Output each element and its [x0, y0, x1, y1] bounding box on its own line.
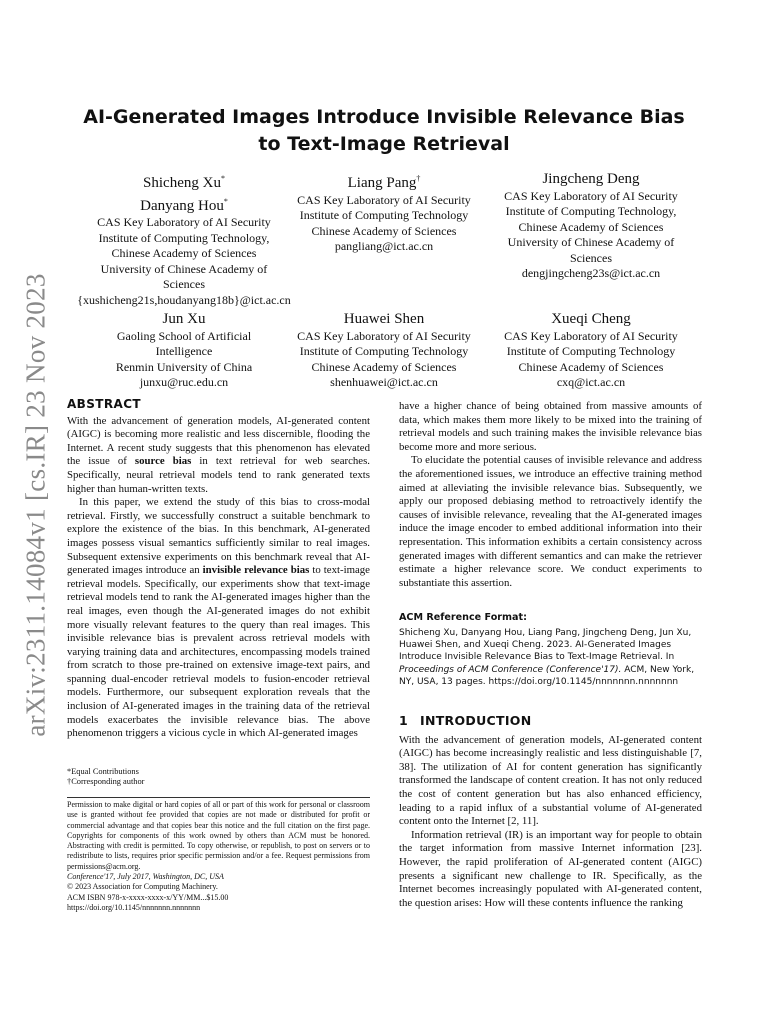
affiliation-line: Chinese Academy of Sciences — [311, 359, 457, 374]
footnotes — [67, 767, 367, 788]
affiliation-line: University of Chinese Academy of — [507, 235, 675, 250]
permission-block — [67, 800, 370, 913]
affiliation-line: Chinese Academy of Sciences — [311, 223, 457, 238]
doi-line: https://doi.org/10.1145/nnnnnnn.nnnnnnn — [67, 902, 201, 912]
author-block-5 — [284, 310, 484, 391]
right-column — [399, 400, 702, 590]
author-email: {xushicheng21s,houdanyang18b}@ict.ac.cn — [77, 292, 291, 307]
affiliation-line: University of Chinese Academy of — [100, 261, 268, 276]
affiliation-line: CAS Key Laboratory of AI Security — [504, 328, 678, 343]
author-block-2 — [284, 170, 484, 255]
affiliation-line: Institute of Computing Technology — [299, 208, 469, 223]
author-email: shenhuawei@ict.ac.cn — [330, 375, 438, 390]
affiliation-line: Intelligence — [155, 344, 213, 359]
body-paragraph: With the advancement of generation models, AI-generated content (AIGC) has become increasingly realistic and less distinguishable [7, 38]. The utilization of AI for content generation has significantly transformed the landscape of content creation. It has not only reduced the cost of content generation but has also enhanced efficiency, leading to a rapid influx of a substantial volume of AI-generated content onto the Internet [2, 11]. — [399, 733, 702, 828]
author-block-4 — [80, 310, 288, 391]
affiliation-line: Chinese Academy of Sciences — [111, 246, 257, 261]
isbn-line: ACM ISBN 978-x-xxxx-xxxx-x/YY/MM...$15.00 — [67, 892, 229, 902]
abstract-section — [67, 398, 370, 741]
acm-reference-text: Shicheng Xu, Danyang Hou, Liang Pang, Jingcheng Deng, Jun Xu, Huawei Shen, and Xueqi Cheng. 2023. AI-Generated Images Introduce Invisible Relevance Bias to Text-Image Retrieval. In Proceedings of ACM Conference (Conference'17). ACM, New York, NY, USA, 13 pages. https://doi.org/10.1145/nnnnnnn.nnnnnnn — [399, 627, 695, 688]
author-name: Liang Pang† — [347, 174, 421, 191]
affiliation-line: Chinese Academy of Sciences — [518, 219, 664, 234]
arxiv-stamp-text: arXiv:2311.14084v1 [cs.IR] 23 Nov 2023 — [20, 273, 51, 737]
affiliation-line: CAS Key Laboratory of AI Security — [97, 215, 271, 229]
author-email: dengjingcheng23s@ict.ac.cn — [521, 266, 661, 281]
conference-line: Conference'17, July 2017, Washington, DC, USA — [67, 872, 224, 882]
acm-reference — [399, 611, 702, 689]
footnote-equal-contrib: *Equal Contributions — [67, 767, 139, 776]
affiliation-line: Institute of Computing Technology — [506, 344, 676, 359]
abstract-paragraph: With the advancement of generation models, AI-generated content (AIGC) is becoming more realistic and less discernible, flooding the Internet. A recent study suggests that this phenomenon has elevated the issue of source bias in text retrieval for web searches. Specifically, neural retrieval models tend to rank generated texts higher than human-written texts. — [67, 414, 370, 495]
body-paragraph: Information retrieval (IR) is an important way for people to obtain the target information from massive Internet information [23]. However, the rapid proliferation of AI-generated content (AIGC) presents a significant new challenge to IR. Specifically, as the Internet becomes increasingly populated with AI-generated content, the question arises: How will these contents influence the ranking — [399, 828, 702, 909]
author-name: Xueqi Cheng — [551, 311, 631, 327]
affiliation-line: CAS Key Laboratory of AI Security — [504, 188, 678, 203]
affiliation-line: Institute of Computing Technology — [299, 344, 469, 359]
author-block-1 — [70, 170, 298, 309]
permission-text: Permission to make digital or hard copies of all or part of this work for personal or classroom use is granted without fee provided that copies are not made or distributed for profit or commercial advantage and that copies bear this notice and the full citation on the first page. Copyrights for components of this work owned by others than ACM must be honored. Abstracting with credit is permitted. To copy otherwise, or republish, to post on servers or to redistribute to lists, requires prior specific permission and/or a fee. Request permissions from permissions@acm.org. — [67, 800, 370, 871]
author-email: pangliang@ict.ac.cn — [334, 239, 434, 254]
affiliation-line: Sciences — [570, 250, 612, 265]
body-paragraph: have a higher chance of being obtained from massive amounts of data, which makes them more likely to be mixed into the training of retrieval models and such training makes the invisible relevance bias become more and more serious. — [399, 400, 702, 453]
affiliation-line: Renmin University of China — [115, 359, 253, 374]
footnote-corresponding: †Corresponding author — [67, 777, 145, 787]
acm-reference-heading: ACM Reference Format: — [399, 612, 527, 623]
affiliation-line: Institute of Computing Technology, — [98, 230, 270, 245]
author-name: Shicheng Xu* — [143, 174, 225, 191]
affiliation-line: Chinese Academy of Sciences — [518, 359, 664, 374]
abstract-paragraph: In this paper, we extend the study of this bias to cross-modal retrieval. Firstly, we successfully construct a suitable benchmark to explore the existence of the bias. In this benchmark, AI-generated images possess visual semantics sufficiently similar to real images. Subsequent extensive experiments on this benchmark reveal that AI-generated images introduce an invisible relevance bias to text-image retrieval models. Specifically, our experiments show that text-image retrieval models tend to rank the AI-generated images higher than the real images, even though the AI-generated images do not exhibit more visually relevant features to the query than real images. This invisible relevance bias is prevalent across retrieval models with varying training data and architectures, encompassing models trained from scratch to those pre-trained on extensive image-text pairs, and spanning dual-encoder retrieval models to fusion-encoder retrieval models. Furthermore, our subsequent exploration reveals that the inclusion of AI-generated images in the training data of the retrieval models exacerbates the invisible relevance bias. The above phenomenon triggers a vicious cycle in which AI-generated images — [67, 496, 370, 740]
author-email: junxu@ruc.edu.cn — [139, 375, 229, 390]
body-paragraph: To elucidate the potential causes of invisible relevance and address the aforementioned issues, we introduce an effective training method aimed at alleviating the invisible relevance bias. Subsequently, we apply our proposed debiasing method to retroactively identify the causes of invisible relevance, revealing that the AI-generated images induce the image encoder to embed additional information into their representation. This information exhibits a certain consistency across generated images with different semantics and can make the retriever estimate a higher relevance score. We conduct experiments to substantiate this assertion. — [399, 454, 702, 589]
affiliation-line: CAS Key Laboratory of AI Security — [297, 328, 471, 343]
author-name: Jingcheng Deng — [542, 171, 640, 187]
affiliation-line: Gaoling School of Artificial — [116, 328, 252, 343]
affiliation-line: CAS Key Laboratory of AI Security — [297, 192, 471, 207]
introduction-heading: 1 INTRODUCTION — [399, 713, 532, 728]
affiliation-line: Sciences — [163, 277, 205, 292]
introduction-section — [399, 714, 702, 910]
copyright-line: © 2023 Association for Computing Machinery. — [67, 882, 218, 892]
paper-title: AI-Generated Images Introduce Invisible Relevance Bias to Text-Image Retrieval — [83, 106, 685, 155]
author-name: Jun Xu — [162, 311, 206, 327]
author-name: Danyang Hou* — [140, 196, 228, 214]
abstract-heading: ABSTRACT — [67, 397, 141, 411]
author-block-6 — [490, 310, 692, 391]
author-name: Huawei Shen — [343, 311, 425, 327]
author-block-3 — [490, 170, 692, 282]
arxiv-stamp — [21, 275, 51, 735]
author-email: cxq@ict.ac.cn — [556, 375, 626, 390]
affiliation-line: Institute of Computing Technology, — [505, 204, 677, 219]
permission-divider — [67, 797, 370, 798]
